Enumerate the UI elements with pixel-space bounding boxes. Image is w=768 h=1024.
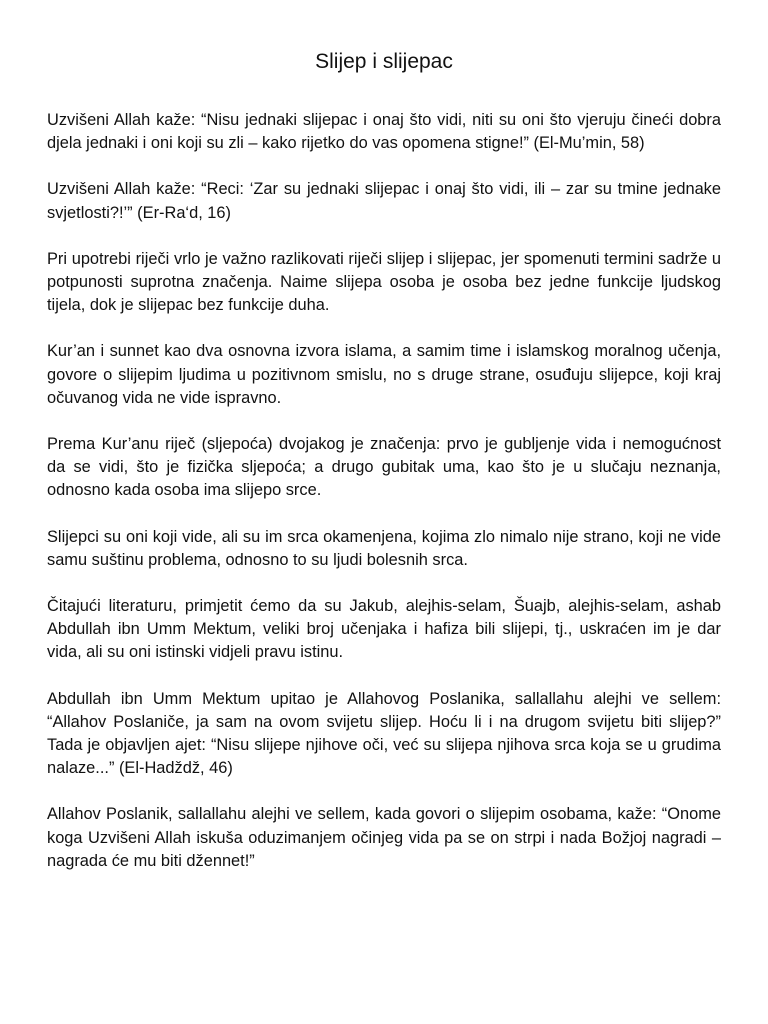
paragraph: Prema Kur’anu riječ (sljepoća) dvojakog je značenja: prvo je gubljenje vida i nemogućnost da se vidi, što je fizička sljepoća; a drugo gubitak uma, kao što je u slučaju neznanja, odnosno kada osoba ima slijepo srce. xyxy=(47,435,721,500)
paragraph: Uzvišeni Allah kaže: “Nisu jednaki slijepac i onaj što vidi, niti su oni što vjeruju čineći dobra djela jednaki i oni koji su zli – kako rijetko do vas opomena stigne!” (El-Mu’min, 58) xyxy=(47,111,721,153)
document-body xyxy=(47,109,721,896)
paragraph: Abdullah ibn Umm Mektum upitao je Allahovog Poslanika, sallallahu alejhi ve sellem: “Allahov Poslaniče, ja sam na ovom svijetu slijep. Hoću li i na drugom svijetu biti slijep?” Tada je objavljen ajet: “Nisu slijepe njihove oči, već su slijepa njihova srca koja se u grudima nalaze...” (El-Hadždž, 46) xyxy=(47,689,721,778)
paragraph: Pri upotrebi riječi vrlo je važno razlikovati riječi slijep i slijepac, jer spomenuti termini sadrže u potpunosti suprotna značenja. Naime slijepa osoba je osoba bez jedne funkcije ljudskog tijela, dok je slijepac bez funkcije duha. xyxy=(47,249,721,315)
page-title: Slijep i slijepac xyxy=(315,50,453,73)
paragraph: Kur’an i sunnet kao dva osnovna izvora islama, a samim time i islamskog moralnog učenja, govore o slijepim ljudima u pozitivnom smislu, no s druge strane, osuđuju slijepce, koji kraj očuvanog vida ne vide ispravno. xyxy=(47,342,721,407)
paragraph: Allahov Poslanik, sallallahu alejhi ve sellem, kada govori o slijepim osobama, kaže: “Onome koga Uzvišeni Allah iskuša oduzimanjem očinjeg vida pa se on strpi i nada Božjoj nagradi – nagrada će mu biti džennet!” xyxy=(47,805,721,870)
paragraph: Uzvišeni Allah kaže: “Reci: ‘Zar su jednaki slijepac i onaj što vidi, ili – zar su tmine jednake svjetlosti?!’” (Er-Ra‘d, 16) xyxy=(47,180,721,222)
paragraph: Čitajući literaturu, primjetit ćemo da su Jakub, alejhis-selam, Šuajb, alejhis-selam, ashab Abdullah ibn Umm Mektum, veliki broj učenjaka i hafiza bili slijepi, tj., uskraćen im je dar vida, ali su oni istinski vidjeli pravu istinu. xyxy=(47,597,721,662)
paragraph: Slijepci su oni koji vide, ali su im srca okamenjena, kojima zlo nimalo nije strano, koji ne vide samu suštinu problema, odnosno to su ljudi bolesnih srca. xyxy=(47,527,721,569)
